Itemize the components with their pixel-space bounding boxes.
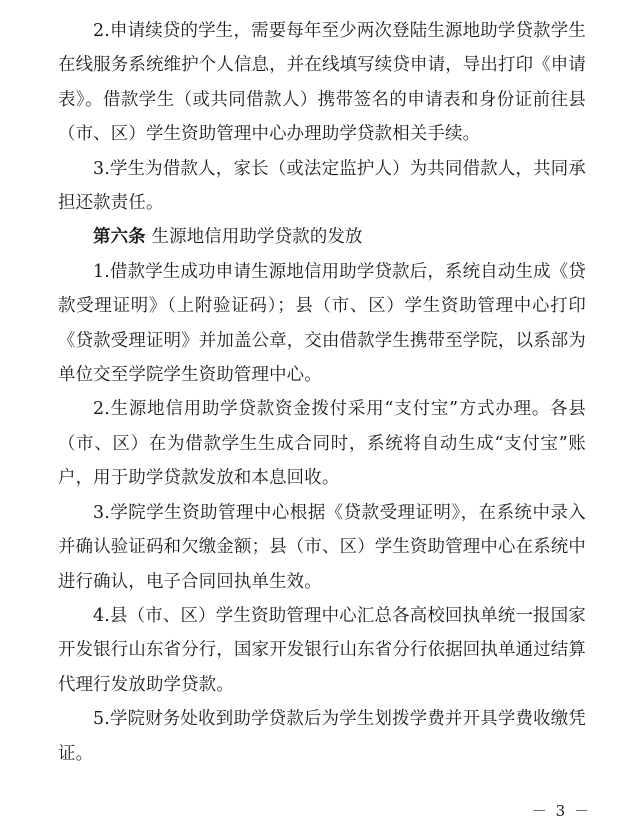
paragraph-renewal-application: 2.申请续贷的学生，需要每年至少两次登陆生源地助学贷款学生在线服务系统维护个人信息，并在线填写续贷申请，导出打印《申请表》。借款学生（或共同借款人）携带签名的申请表和身份证前往县（市、区）学生资助管理中心办理助学贷款相关手续。 — [58, 21, 586, 145]
page-number: － 3 － — [531, 802, 591, 820]
article-6-title: 生源地信用助学贷款的发放 — [145, 227, 363, 248]
paragraph-alipay-disbursement: 2.生源地信用助学贷款资金拨付采用“支付宝”方式办理。各县（市、区）在为借款学生生成合同时，系统将自动生成“支付宝”账户，用于助学贷款发放和本息回收。 — [58, 399, 586, 489]
paragraph-verification-entry: 3.学院学生资助管理中心根据《贷款受理证明》，在系统中录入并确认验证码和欠缴金额；县（市、区）学生资助管理中心在系统中进行确认，电子合同回执单生效。 — [58, 502, 586, 592]
document-page — [58, 14, 586, 771]
paragraph-borrower-responsibility: 3.学生为借款人，家长（或法定监护人）为共同借款人，共同承担还款责任。 — [58, 158, 586, 214]
paragraph-loan-acceptance-proof: 1.借款学生成功申请生源地信用助学贷款后，系统自动生成《贷款受理证明》（上附验证码）；县（市、区）学生资助管理中心打印《贷款受理证明》并加盖公章，交由借款学生携带至学院，以系部为单位交至学院学生资助管理中心。 — [58, 261, 586, 386]
article-6-number: 第六条 — [93, 227, 146, 248]
paragraph-receipt-summary: 4.县（市、区）学生资助管理中心汇总各高校回执单统一报国家开发银行山东省分行，国家开发银行山东省分行依据回执单通过结算代理行发放助学贷款。 — [58, 605, 586, 695]
article-6-heading — [58, 220, 586, 254]
paragraph-tuition-transfer: 5.学院财务处收到助学贷款后为学生划拨学费并开具学费收缴凭证。 — [58, 709, 586, 764]
